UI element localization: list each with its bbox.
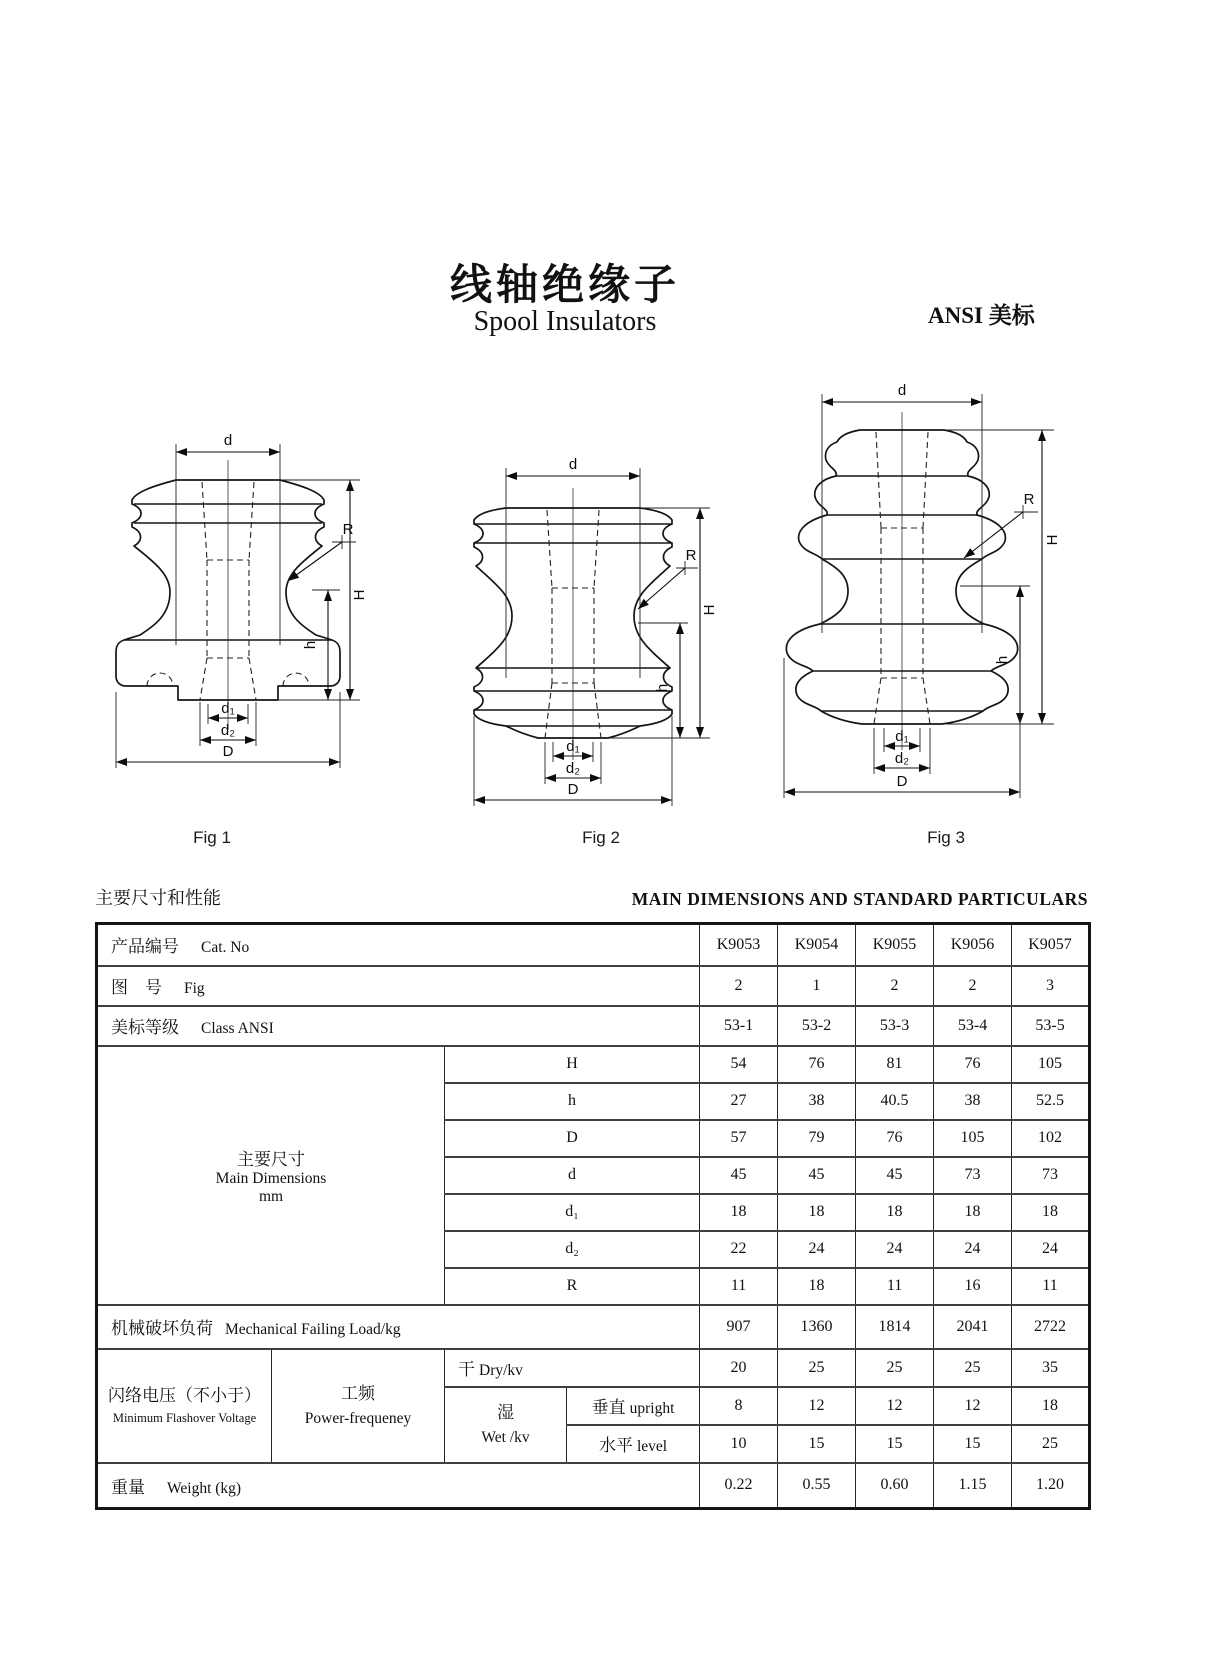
table-cell: 11 [1012, 1268, 1090, 1305]
dim-label-d2: d₂ [565, 760, 581, 777]
dim-letter: d₂ [445, 1231, 700, 1268]
figure-2-drawing [428, 448, 728, 813]
table-cell: 76 [934, 1046, 1012, 1083]
table-cell: 12 [778, 1387, 856, 1425]
table-title-english: MAIN DIMENSIONS AND STANDARD PARTICULARS [631, 889, 1088, 909]
dim-label-D: D [567, 781, 579, 798]
table-cell: 2722 [1012, 1305, 1090, 1349]
dim-label-d1: d₁ [221, 700, 235, 717]
table-cell: 12 [856, 1387, 934, 1425]
flashover-label-cell [97, 1349, 272, 1463]
table-cell: 73 [1012, 1157, 1090, 1194]
class-label-en: Class ANSI [201, 1020, 274, 1037]
dim-letter: d [445, 1157, 700, 1194]
fig-label-en: Fig [184, 980, 205, 997]
weight-zh: 重量 [111, 1477, 145, 1497]
power-frequency-cell [272, 1349, 445, 1463]
table-cell: 25 [934, 1349, 1012, 1387]
table-cell: 1.15 [934, 1463, 1012, 1509]
table-cell: 18 [1012, 1387, 1090, 1425]
table-cell: 76 [856, 1120, 934, 1157]
table-cell: 11 [856, 1268, 934, 1305]
dim-label-R: R [1023, 491, 1035, 508]
row-label [97, 1006, 700, 1046]
dim-label-R: R [685, 547, 697, 564]
class-label-zh: 美标等级 [111, 1018, 179, 1037]
row-flashover-dry [97, 1349, 1090, 1387]
dim-label-D: D [896, 773, 908, 790]
table-cell: 10 [700, 1425, 778, 1463]
table-cell: 2 [700, 966, 778, 1006]
table-cell: 24 [934, 1231, 1012, 1268]
table-cell: 0.60 [856, 1463, 934, 1509]
table-cell: 907 [700, 1305, 778, 1349]
dim-label-d1: d₁ [895, 728, 909, 745]
table-title-chinese: 主要尺寸和性能 [95, 888, 221, 908]
standard-label: ANSI 美标 [928, 303, 1035, 328]
dims-unit: mm [258, 1187, 284, 1205]
dim-label-D: D [222, 743, 234, 760]
row-label [97, 966, 700, 1006]
wet-zh: 湿 [497, 1403, 514, 1423]
table-cell: 15 [856, 1425, 934, 1463]
table-section-header [95, 884, 1088, 910]
upright-en: upright [629, 1400, 675, 1417]
page-title-english: Spool Insulators [473, 306, 657, 337]
table-cell: 1 [778, 966, 856, 1006]
table-cell: 15 [934, 1425, 1012, 1463]
table-cell: 3 [1012, 966, 1090, 1006]
row-label [97, 1305, 700, 1349]
upright-label-cell [567, 1387, 700, 1425]
table-cell: 0.55 [778, 1463, 856, 1509]
table-cell: 2 [856, 966, 934, 1006]
table-cell: 73 [934, 1157, 1012, 1194]
figure-3-caption: Fig 3 [927, 828, 965, 847]
table-cell: 53-2 [778, 1006, 856, 1046]
dim-letter: R [445, 1268, 700, 1305]
table-cell: 24 [778, 1231, 856, 1268]
table-cell: 27 [700, 1083, 778, 1120]
dim-label-h: h [302, 640, 319, 650]
table-cell: 25 [778, 1349, 856, 1387]
wet-label-cell [445, 1387, 567, 1463]
table-cell: 25 [856, 1349, 934, 1387]
table-cell: 102 [1012, 1120, 1090, 1157]
dim-label-h: h [654, 683, 671, 693]
table-cell: K9053 [700, 924, 778, 966]
table-cell: 0.22 [700, 1463, 778, 1509]
dim-label-d2: d₂ [894, 750, 910, 767]
dim-label-d2: d₂ [220, 722, 236, 739]
level-zh: 水平 [598, 1436, 633, 1455]
dry-label-cell [445, 1349, 700, 1387]
table-cell: 20 [700, 1349, 778, 1387]
table-cell: 40.5 [856, 1083, 934, 1120]
table-cell: 53-3 [856, 1006, 934, 1046]
table-cell: K9054 [778, 924, 856, 966]
level-label-cell [567, 1425, 700, 1463]
row-failing-load [97, 1305, 1090, 1349]
table-cell: 81 [856, 1046, 934, 1083]
table-cell: 22 [700, 1231, 778, 1268]
table-cell: 105 [1012, 1046, 1090, 1083]
power-frequency-en: Power-frequeney [304, 1409, 412, 1427]
dim-label-d: d [223, 432, 233, 449]
dry-en: Dry/kv [479, 1362, 523, 1379]
dim-label-R: R [342, 521, 354, 538]
table-cell: 18 [1012, 1194, 1090, 1231]
table-cell: 18 [934, 1194, 1012, 1231]
table-cell: 45 [700, 1157, 778, 1194]
dry-zh: 干 [458, 1360, 475, 1379]
table-cell: 53-1 [700, 1006, 778, 1046]
table-cell: 2041 [934, 1305, 1012, 1349]
wet-en: Wet /kv [481, 1428, 530, 1446]
dim-label-H: H [351, 589, 368, 601]
specs-table [95, 922, 1091, 1510]
table-cell: 45 [778, 1157, 856, 1194]
table-cell: 15 [778, 1425, 856, 1463]
dims-group-zh: 主要尺寸 [237, 1149, 305, 1169]
row-label [97, 924, 700, 966]
upright-zh: 垂直 [591, 1398, 626, 1417]
table-cell: 45 [856, 1157, 934, 1194]
dimension-annotations [116, 432, 368, 768]
table-cell: 18 [778, 1194, 856, 1231]
table-cell: 12 [934, 1387, 1012, 1425]
table-cell: 24 [856, 1231, 934, 1268]
row-label [97, 1463, 700, 1509]
table-cell: 52.5 [1012, 1083, 1090, 1120]
level-en: level [636, 1438, 668, 1455]
table-cell: 24 [1012, 1231, 1090, 1268]
dims-group-en: Main Dimensions [215, 1169, 327, 1187]
row-weight [97, 1463, 1090, 1509]
row-fig [97, 966, 1090, 1006]
failing-load-en: Mechanical Failing Load/kg [225, 1321, 401, 1338]
cat-no-label-en: Cat. No [201, 939, 250, 957]
row-cat-no [97, 924, 1090, 966]
dims-group-cell [97, 1046, 445, 1305]
table-cell: 2 [934, 966, 1012, 1006]
dim-letter: H [445, 1046, 700, 1083]
dim-letter: D [445, 1120, 700, 1157]
table-cell: 105 [934, 1120, 1012, 1157]
row-class-ansi [97, 1006, 1090, 1046]
table-cell: 35 [1012, 1349, 1090, 1387]
figure-1-caption: Fig 1 [193, 828, 231, 847]
table-cell: 76 [778, 1046, 856, 1083]
dim-letter: d₁ [445, 1194, 700, 1231]
table-cell: 54 [700, 1046, 778, 1083]
failing-load-zh: 机械破坏负荷 [111, 1319, 213, 1338]
table-cell: 53-5 [1012, 1006, 1090, 1046]
table-cell: 25 [1012, 1425, 1090, 1463]
table-cell: K9055 [856, 924, 934, 966]
weight-en: Weight (kg) [167, 1479, 242, 1497]
table-cell: K9057 [1012, 924, 1090, 966]
flashover-en: Minimum Flashover Voltage [112, 1410, 257, 1425]
dim-label-d: d [568, 456, 578, 473]
table-cell: 38 [934, 1083, 1012, 1120]
dim-letter: h [445, 1083, 700, 1120]
dim-label-d: d [897, 382, 907, 399]
figure-1-drawing [88, 430, 388, 775]
table-cell: 18 [700, 1194, 778, 1231]
figure-2-caption: Fig 2 [582, 828, 620, 847]
power-frequency-zh: 工频 [341, 1384, 375, 1404]
table-cell: 11 [700, 1268, 778, 1305]
table-cell: 18 [778, 1268, 856, 1305]
fig-label-zh: 图 号 [111, 978, 162, 997]
dim-label-h: h [994, 655, 1011, 665]
table-cell: 1.20 [1012, 1463, 1090, 1509]
table-cell: K9056 [934, 924, 1012, 966]
row-dim-H [97, 1046, 1090, 1083]
dim-label-d1: d₁ [566, 738, 580, 755]
dim-label-H: H [701, 604, 718, 616]
table-cell: 16 [934, 1268, 1012, 1305]
figure-3-drawing [742, 378, 1102, 808]
flashover-zh: 闪络电压（不小于） [108, 1386, 261, 1406]
table-cell: 38 [778, 1083, 856, 1120]
dim-label-H: H [1044, 534, 1061, 546]
table-cell: 1814 [856, 1305, 934, 1349]
table-cell: 57 [700, 1120, 778, 1157]
table-cell: 18 [856, 1194, 934, 1231]
table-cell: 53-4 [934, 1006, 1012, 1046]
cat-no-label-zh: 产品编号 [111, 937, 179, 957]
table-cell: 1360 [778, 1305, 856, 1349]
table-cell: 79 [778, 1120, 856, 1157]
page-title-chinese: 线轴绝缘子 [449, 263, 681, 309]
table-cell: 8 [700, 1387, 778, 1425]
